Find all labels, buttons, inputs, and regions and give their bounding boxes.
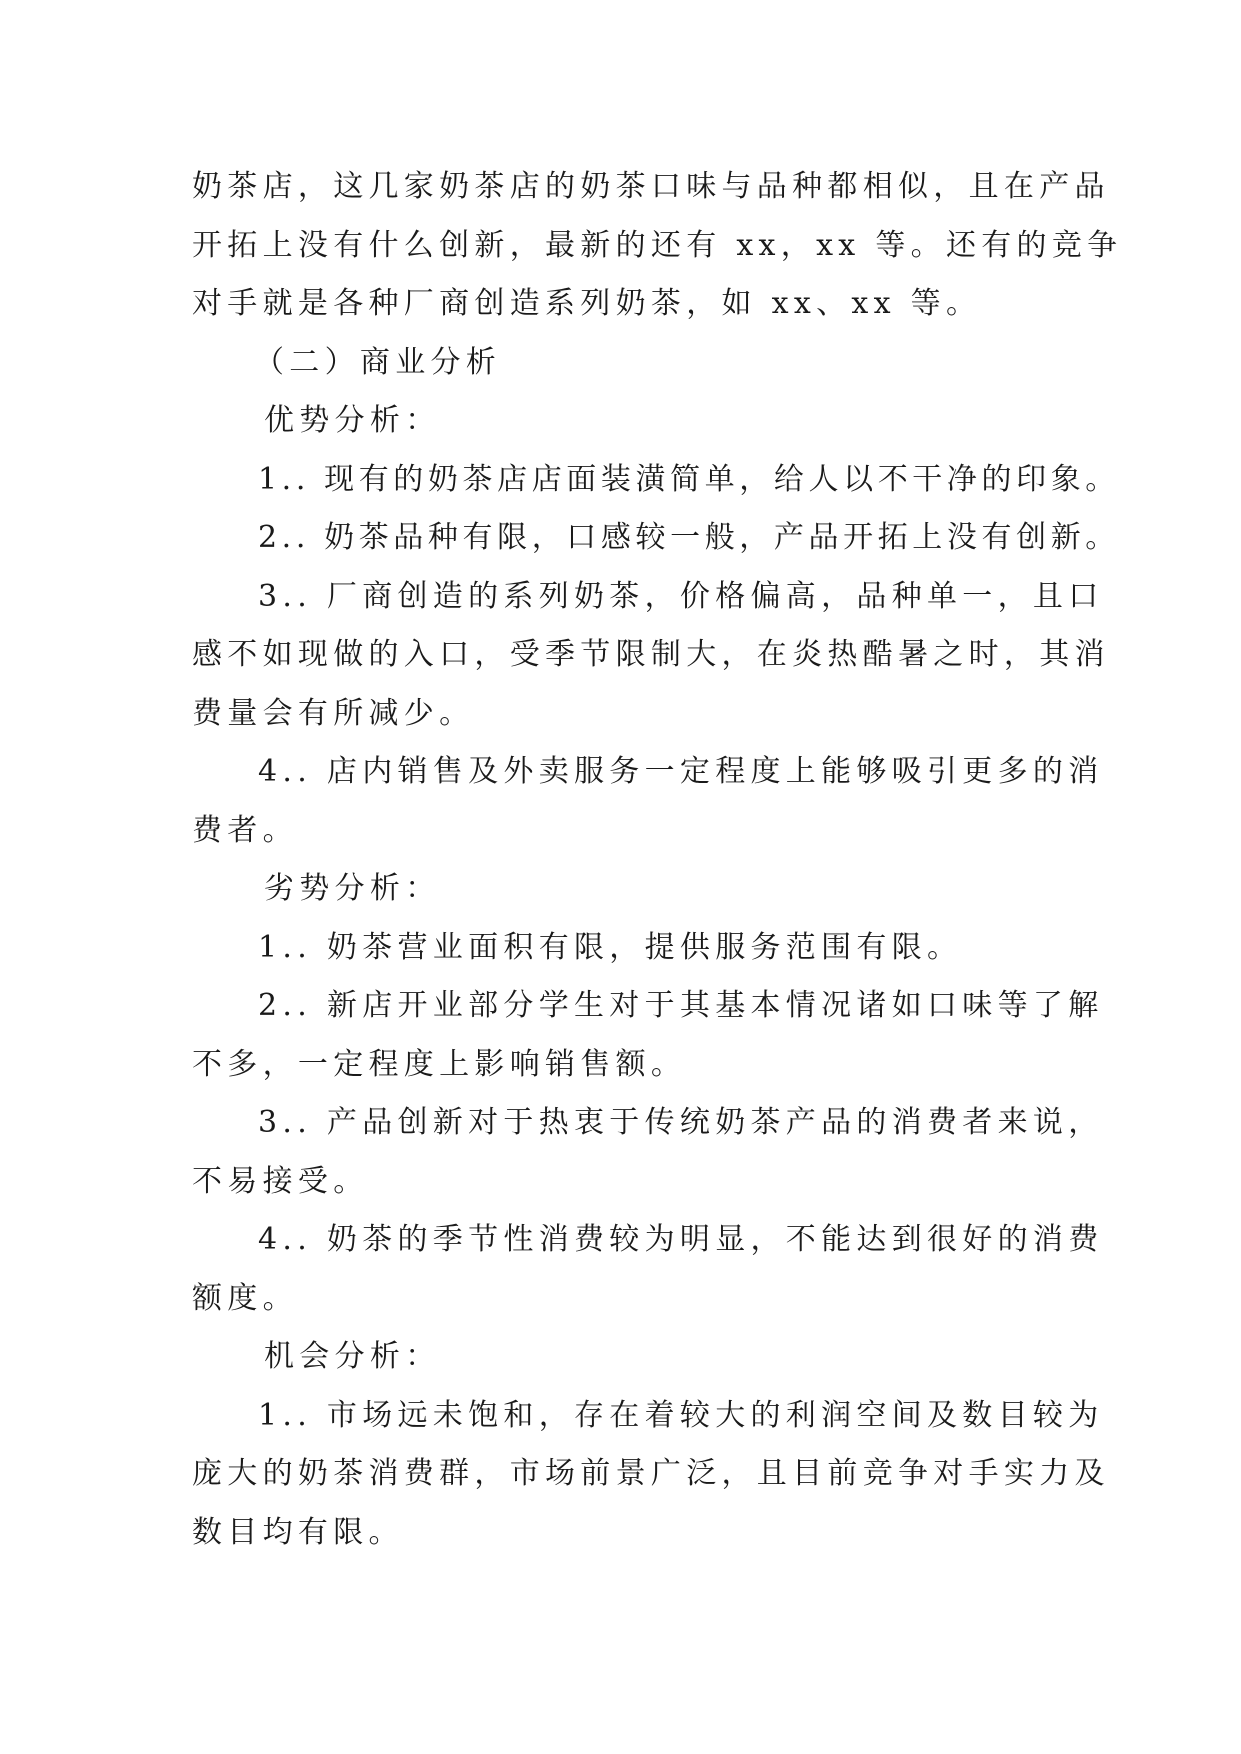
list-item: 3.. 厂商创造的系列奶茶，价格偏高，品种单一，且口 bbox=[258, 578, 1104, 614]
body-line: 开拓上没有什么创新，最新的还有 xx，xx 等。还有的竞争 bbox=[192, 227, 1123, 263]
list-item: 3.. 产品创新对于热衷于传统奶茶产品的消费者来说， bbox=[258, 1105, 1104, 1140]
body-line: 不易接受。 bbox=[192, 1163, 369, 1199]
subsection-heading-weaknesses: 劣势分析： bbox=[264, 871, 441, 906]
list-item: 2.. 奶茶品种有限，口感较一般，产品开拓上没有创新。 bbox=[258, 520, 1120, 555]
list-item: 1.. 奶茶营业面积有限，提供服务范围有限。 bbox=[258, 929, 963, 965]
section-heading: （二）商业分析 bbox=[254, 344, 502, 380]
list-item: 2.. 新店开业部分学生对于其基本情况诸如口味等了解 bbox=[258, 988, 1104, 1023]
body-line: 费者。 bbox=[192, 812, 298, 848]
document-body bbox=[192, 158, 1123, 1562]
body-line: 不多，一定程度上影响销售额。 bbox=[192, 1046, 687, 1082]
list-item: 4.. 店内销售及外卖服务一定程度上能够吸引更多的消 bbox=[258, 754, 1104, 789]
body-line: 费量会有所减少。 bbox=[192, 695, 475, 731]
list-item: 4.. 奶茶的季节性消费较为明显，不能达到很好的消费 bbox=[258, 1222, 1104, 1257]
list-item: 1.. 市场远未饱和，存在着较大的利润空间及数目较为 bbox=[258, 1397, 1104, 1433]
body-line: 庞大的奶茶消费群，市场前景广泛，且目前竞争对手实力及 bbox=[192, 1456, 1110, 1491]
body-line: 奶茶店，这几家奶茶店的奶茶口味与品种都相似，且在产品 bbox=[192, 169, 1110, 204]
body-line: 数目均有限。 bbox=[192, 1514, 404, 1550]
subsection-heading-opportunities: 机会分析： bbox=[264, 1339, 441, 1374]
body-line: 对手就是各种厂商创造系列奶茶，如 xx、xx 等。 bbox=[192, 286, 982, 321]
body-line: 额度。 bbox=[192, 1280, 298, 1316]
list-item: 1.. 现有的奶茶店店面装潢简单，给人以不干净的印象。 bbox=[258, 461, 1120, 497]
subsection-heading-strengths: 优势分析： bbox=[264, 403, 441, 438]
body-line: 感不如现做的入口，受季节限制大，在炎热酷暑之时，其消 bbox=[192, 637, 1110, 672]
